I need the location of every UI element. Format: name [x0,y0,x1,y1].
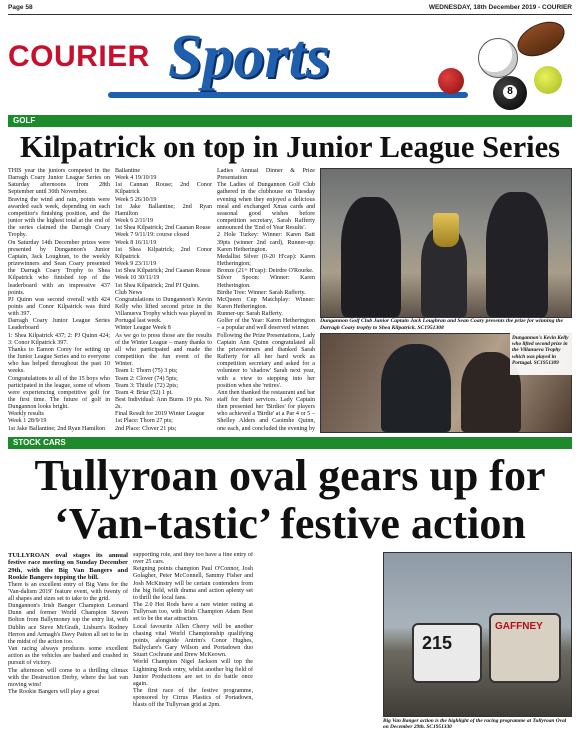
football-icon [478,38,518,78]
article-paragraph: Best Individual: Ann Burns 19 pts. No 2s. [115,397,212,411]
article-paragraph: Congratulations to Dungannon's Kevin Kelly who lifted second prize in the Villanueva Trophy which was played in Portugal last week. [115,296,212,325]
eight-ball-icon [493,76,527,110]
article-paragraph: 1: Shea Kilpatrick 437; 2: PJ Quinn 424; 3: Conor Kilpatrick 397. [8,332,110,346]
trophy-icon [433,213,459,247]
photo-person [341,197,401,317]
article-paragraph: Following the Prize Presentations, Lady Captain Ann Quinn congratulated all the prizewinners and thanked Sarah Rafferty for all her hard work as competition secretary and asked for a volunteer to 'shadow' Sarah next year, with a view to stepping into her position when she 'retires'. [217,332,315,389]
article-paragraph: Local favourite Allen Cherry will be another chasing vital World Championship qualifying points, alongside Antrim's Conor Hughes, Ballyclare's Gary Wilson and Portadown duo Stuart Cochrane and Drew McKeown. [133,623,253,659]
article-paragraph: Van racing always produces some excellent action as the vehicles are bashed and crashed in pursuit of victory. [8,646,128,667]
article-paragraph: 1st Shea Kilpatrick; 2nd Caanan Rouse [115,225,211,232]
masthead-swoosh [108,92,468,98]
golf-trophy-photo [320,168,572,318]
stock-cars-column-2 [133,552,253,732]
photo-person [381,344,451,432]
article-paragraph: Ballantine [115,168,141,174]
article-paragraph: Bronze (21+ H'cap): Deirdre O'Rourke. [217,268,314,275]
article-paragraph: Reigning points champion Paul O'Connor, Josh Golagher, Peter McConnell, Sammy Fisher and Josh McKinstry will be certain contenders from the big field, with drama and action aplenty set to thrill the local fans. [133,566,253,601]
article-paragraph: Week 5 26/10/19 [115,196,157,203]
article-paragraph: Week 10 30/11/19 [115,275,160,282]
cricket-ball-icon [438,68,464,94]
article-paragraph: The first race of the festive programme, sponsored by Cirrus Plastics of Portadown, blasts off the Tullyroan grid at 2pm. [133,687,253,709]
header-rule [8,14,572,15]
car-number: 215 [422,633,453,653]
article-paragraph: 2 Hole Turkey: Winner: Karen Batt 39pts (winner 2nd card), Runner-up: Karen Hetherington. [217,232,315,253]
article-paragraph: Winter League Week 8 [115,325,171,332]
article-paragraph: Darragh Coary Junior League Series Leaderboard [8,318,110,332]
page-number: Page 58 [8,4,33,11]
article-paragraph: The Rookie Bangers will play a great [8,688,100,695]
masthead-courier: COURIER [8,40,150,73]
stock-cars-headline-line1: Tullyroan oval gears up for [34,451,546,500]
article-paragraph: 1st Shea Kilpatrick; 2nd PJ Quinn. [115,282,200,289]
article-paragraph: Week 1 28/9/19 [8,418,47,425]
big-van-photo [383,552,572,717]
photo3-caption: Big Van Banger action is the highlight of the racing programme at Tullyroan Oval on December 29th. SC1951330 [383,718,567,731]
photo1-caption: Dungannon Golf Club Junior Captain Jack Loughran and Sean Coary presents the prize for winning the Darragh Coary trophy to Shea Kilpatrick. SC1951308 [320,318,563,331]
masthead [8,18,572,110]
golf-column-2 [115,168,212,432]
article-paragraph: Team 4: Briar (52) 1 pt. [115,389,173,396]
article-paragraph: Weekly results [8,411,44,418]
article-paragraph: Week 4 19/10/19 [115,175,157,182]
article-paragraph: 1st Shea Kilpatrick; 2nd Conor Kilpatrick [115,246,212,260]
article-paragraph: Birdie Tree: Winner: Sarah Rafferty. [217,289,306,296]
article-paragraph: Ladies Annual Dinner & Prize Presentation [217,168,315,182]
article-paragraph: Thanks to Eamon Corey for setting up the Junior League Series and to everyone who has helped throughout the past 10 weeks. [8,346,110,375]
page-header [8,4,572,14]
article-paragraph: Final Result for 2019 Winter League [115,411,205,418]
golf-headline: Kilpatrick on top in Junior League Series [19,130,560,164]
golf-column-1 [8,168,110,432]
article-paragraph: Runner-up: Sarah Rafferty. [217,311,283,318]
article-paragraph: PJ Quinn was second overall with 424 points and Conor Kilpatrick was third with 397. [8,296,110,318]
article-paragraph: 1st Place: Thorn 27 pts; [115,418,173,425]
article-paragraph: Braving the wind and rain, points were awarded each week, depending on each competitor's finishing position, and the junior with the highest total at the end of the series claimed the Darragh Coary Trophy. [8,196,110,239]
stock-cars-column-1 [8,552,128,732]
article-paragraph: Silver Spoon: Winner: Karen Hetherington. [217,275,315,289]
article-paragraph: Congratulations to all of the 15 boys who participated in the league, some of whom were experiencing competitive golf for the first time. The future of golf in Dungannon looks bright. [8,375,110,411]
article-paragraph: Medallist Silver (0-20 H'cap): Karen Hetherington; [217,253,315,268]
article-paragraph: 1st Jake Ballantine; 2nd Ryan Hamilton [115,203,212,217]
date-line: WEDNESDAY, 18th December 2019 - COURIER [428,4,572,11]
stock-cars-headline-line2: ‘Van-tastic’ festive action [54,499,526,548]
article-paragraph: The afternoon will come to a thrilling climax with the Destruction Derby, where the last van moving wins! [8,667,128,688]
stock-cars-lead: TULLYROAN oval stages its annual festive race meeting on Sunday December 29th, with the Big Van Bangers and Rookie Bangers topping the bill. [8,552,128,582]
section-bar-golf: GOLF [8,115,572,127]
van-car [489,613,561,683]
article-paragraph: Team 1: Thorn (75) 3 pts; [115,368,178,375]
article-paragraph: Week 6 2/11/19 [115,218,154,225]
photo2-caption: Dungannon's Kevin Kelly who lifted second prize in the Villanueva Trophy which was played in Portugal. SC1951309 [510,333,572,375]
article-paragraph: Golfer of the Year: Karen Hetherington – a popular and well deserved winner. [217,318,315,332]
article-paragraph: Team 3: Thistle (72) 2pts; [115,382,179,389]
article-paragraph: 2nd Place: Clover 21 pts; [115,425,177,432]
article-paragraph: 1st Shea Kilpatrick; 2nd Caanan Rouse [115,268,211,275]
article-paragraph: McQueen Cup Matchplay: Winner: Karen Hetherington. [217,296,315,310]
eight-ball-number: 8 [503,85,517,99]
article-paragraph: 1st Jake Ballantine; 2nd Ryan Hamilton [8,425,106,432]
article-paragraph: Week 7 9/11/19: course closed [115,232,190,239]
photo-person [486,192,548,317]
article-paragraph: Week 9 23/11/19 [115,261,157,268]
article-paragraph: THIS year the juniors competed in the Darragh Coary Junior League Series on Saturday afternoons from 28th September until 30th November. [8,168,110,196]
tennis-ball-icon [534,66,562,94]
article-paragraph: As we go to press those are the results of the Winter League – many thanks to all who participated and made the competition the fun event of the Winter. [115,332,212,368]
article-paragraph: Ann then thanked the restaurant and bar staff for their services. Lady Captain then presented her 'Birdies' for players who achieved a 'Birdie' at a Par 4 or 5 – Shelley Alders and Caoimhe Quinn, one each, and concluded the evening by [217,389,315,432]
golf-column-3 [217,168,315,432]
rugby-ball-icon [512,15,570,63]
article-paragraph: The Ladies of Dungannon Golf Club gathered in the clubhouse on Tuesday evening when they enjoyed a delicious meal and exchanged Xmas cards and seasonal good wishes before competition secretary, Sarah Rafferty announced the 'End of Year Results'. [217,182,315,232]
article-paragraph: On Saturday 14th December prizes were presented by Dungannon's Junior Captain, Jack Loughran, to the weekly prizewinners and Sean Coary presented the Darragh Coary Trophy to Shea Kilpatrick who finished top of the leaderboard with an impressive 437 points. [8,239,110,296]
article-paragraph: Club News [115,289,143,296]
van-car [412,623,482,683]
article-paragraph: There is an excellent entry of Big Vans for the 'Van-dalism 2019' feature event, with twenty of all shapes and sizes set to take to the grid. [8,581,128,602]
article-paragraph: Week 8 16/11/19 [115,239,157,246]
car-sign: GAFFNEY [495,621,543,632]
masthead-sports: Sports [168,23,330,91]
article-paragraph: 1st Cannan Rouse; 2nd Conor Kilpatrick [115,182,212,196]
article-paragraph: The 2.0 Hot Rods have a rare winter outing at Tullyroan too, with Irish Champion Adam Best set to be the star attraction. [133,602,253,623]
article-paragraph: supporting role, and they too have a fine entry of over 25 cars. [133,552,253,566]
section-bar-stock-cars: STOCK CARS [8,437,572,449]
article-paragraph: World Champion Nigel Jackson will top the Lightning Rods entry, whilst another big field of Junior Productions are set to do battle once again. [133,659,253,687]
article-paragraph: Team 2: Clover (74) 5pts; [115,375,178,382]
article-paragraph: Dungannon's Irish Banger Champion Leonard Dunn and former World Champion Steven Bolton from Ballymoney top the entry list, with Dublin ace Steve McGrath, Lisburn's Rodney Herron and Armagh's Davy Patton all set to be in the midst of the action too. [8,603,128,645]
